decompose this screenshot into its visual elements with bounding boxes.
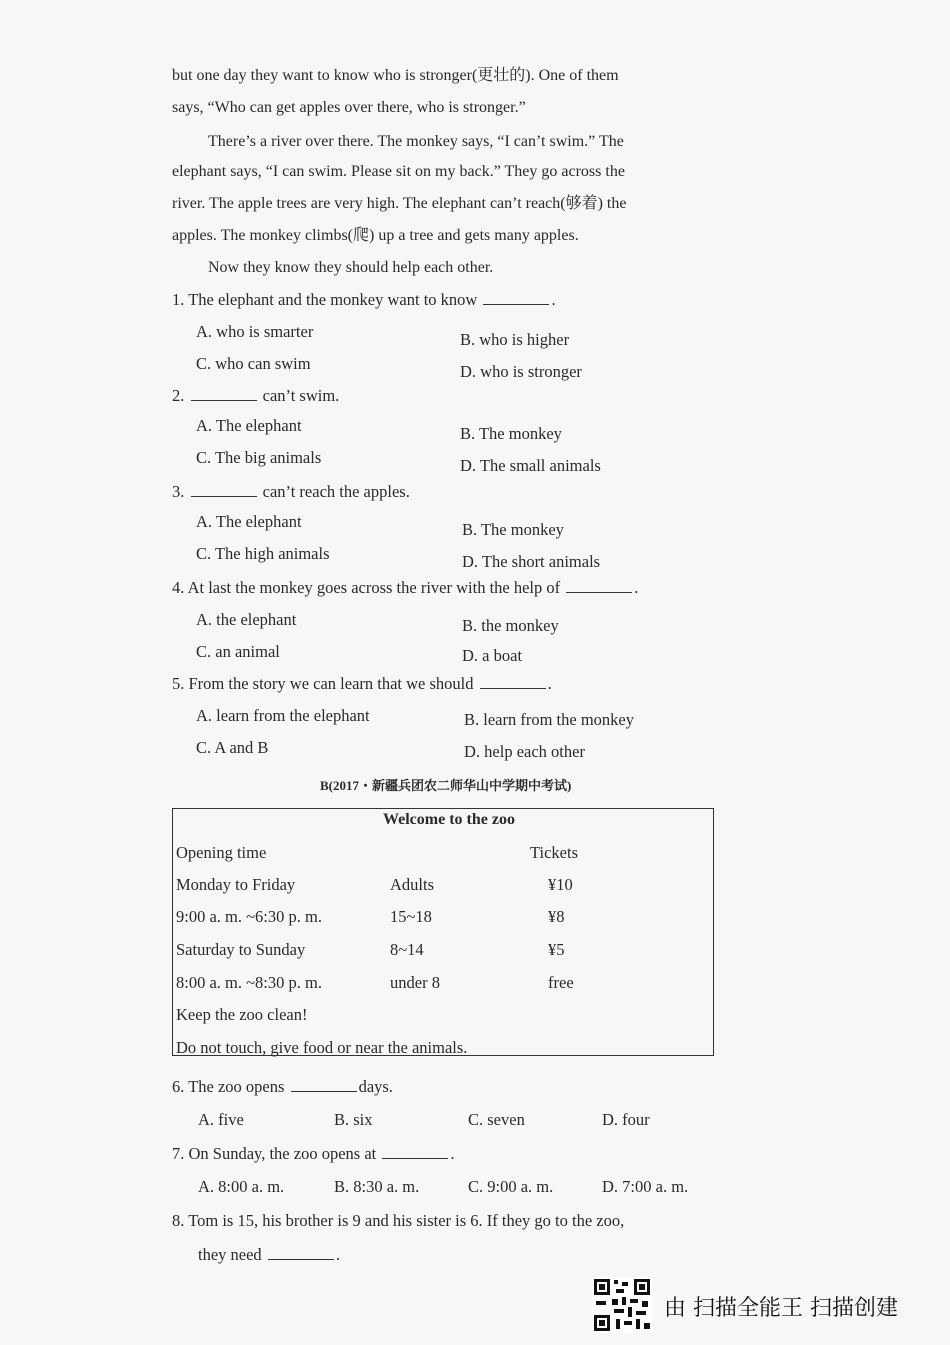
- option-c[interactable]: C. 9:00 a. m.: [468, 1177, 554, 1196]
- option-b[interactable]: B. six: [334, 1110, 373, 1129]
- question-text: can’t reach the apples.: [262, 482, 410, 501]
- answer-blank[interactable]: [382, 1144, 448, 1159]
- answer-blank[interactable]: [191, 386, 257, 401]
- option-d[interactable]: D. who is stronger: [460, 362, 582, 381]
- zoo-cell: 8~14: [390, 940, 424, 959]
- option-c[interactable]: C. an animal: [196, 642, 280, 661]
- answer-blank[interactable]: [566, 578, 632, 593]
- question-text: At last the monkey goes across the river with the help of: [187, 578, 561, 597]
- question-number: 3.: [172, 482, 185, 501]
- zoo-cell: Saturday to Sunday: [176, 940, 306, 959]
- option-d[interactable]: D. The small animals: [460, 456, 601, 475]
- question-text-end: .: [335, 1245, 340, 1264]
- zoo-note: Keep the zoo clean!: [176, 1005, 308, 1024]
- question-number: 5.: [172, 674, 185, 693]
- option-c[interactable]: C. A and B: [196, 738, 269, 757]
- question-number: 7.: [172, 1144, 185, 1163]
- question-number: 4.: [172, 578, 185, 597]
- zoo-cell: 15~18: [390, 907, 432, 926]
- answer-blank[interactable]: [483, 290, 549, 305]
- option-a[interactable]: A. five: [198, 1110, 244, 1129]
- zoo-cell: Monday to Friday: [176, 875, 296, 894]
- question-text-end: .: [450, 1144, 455, 1163]
- option-b[interactable]: B. 8:30 a. m.: [334, 1177, 420, 1196]
- passage-line: There’s a river over there. The monkey says, “I can’t swim.” The: [208, 133, 624, 150]
- option-d[interactable]: D. 7:00 a. m.: [602, 1177, 689, 1196]
- zoo-title: Welcome to the zoo: [383, 811, 515, 828]
- question-text: The elephant and the monkey want to know: [188, 290, 478, 309]
- zoo-cell: free: [548, 973, 574, 992]
- option-a[interactable]: A. The elephant: [196, 416, 302, 435]
- option-c[interactable]: C. seven: [468, 1110, 525, 1129]
- answer-blank[interactable]: [480, 674, 546, 689]
- option-a[interactable]: A. who is smarter: [196, 322, 314, 341]
- answer-blank[interactable]: [191, 482, 257, 497]
- answer-blank[interactable]: [291, 1077, 357, 1092]
- question-text-end: days.: [358, 1077, 393, 1096]
- zoo-cell: Adults: [390, 875, 435, 894]
- option-c[interactable]: C. The high animals: [196, 544, 330, 563]
- tickets-label: Tickets: [530, 843, 578, 862]
- question-text: Tom is 15, his brother is 9 and his sister is 6. If they go to the zoo,: [188, 1211, 625, 1230]
- option-a[interactable]: A. learn from the elephant: [196, 706, 370, 725]
- passage-line: Now they know they should help each other.: [208, 259, 494, 276]
- zoo-cell: ¥8: [548, 907, 565, 926]
- question-text-end: .: [547, 674, 552, 693]
- passage-line: apples. The monkey climbs(爬) up a tree and gets many apples.: [172, 227, 579, 244]
- question-text: On Sunday, the zoo opens at: [188, 1144, 377, 1163]
- zoo-cell: under 8: [390, 973, 440, 992]
- question-number: 2.: [172, 386, 185, 405]
- section-b-heading: B(2017・新疆兵团农二师华山中学期中考试): [320, 778, 572, 793]
- passage-line: river. The apple trees are very high. The elephant can’t reach(够着) the: [172, 195, 627, 212]
- question-text: The zoo opens: [188, 1077, 285, 1096]
- option-b[interactable]: B. who is higher: [460, 330, 570, 349]
- zoo-note: Do not touch, give food or near the animals.: [176, 1038, 468, 1057]
- passage-line: elephant says, “I can swim. Please sit on my back.” They go across the: [172, 163, 625, 180]
- option-d[interactable]: D. help each other: [464, 742, 585, 761]
- option-a[interactable]: A. 8:00 a. m.: [198, 1177, 285, 1196]
- option-b[interactable]: B. learn from the monkey: [464, 710, 634, 729]
- option-d[interactable]: D. a boat: [462, 646, 523, 665]
- option-b[interactable]: B. the monkey: [462, 616, 559, 635]
- question-text: can’t swim.: [262, 386, 340, 405]
- question-text: From the story we can learn that we should: [188, 674, 474, 693]
- zoo-cell: ¥5: [548, 940, 565, 959]
- question-number: 8.: [172, 1211, 185, 1230]
- answer-blank[interactable]: [268, 1245, 334, 1260]
- option-d[interactable]: D. The short animals: [462, 552, 601, 571]
- option-b[interactable]: B. The monkey: [460, 424, 562, 443]
- passage-line: but one day they want to know who is stronger(更壮的). One of them: [172, 67, 619, 84]
- question-text-end: .: [551, 290, 556, 309]
- option-d[interactable]: D. four: [602, 1110, 650, 1129]
- qr-code-icon: [592, 1277, 652, 1333]
- question-number: 1.: [172, 290, 185, 309]
- question-number: 6.: [172, 1077, 185, 1096]
- opening-time-label: Opening time: [176, 843, 267, 862]
- option-c[interactable]: C. The big animals: [196, 448, 322, 467]
- passage-line: says, “Who can get apples over there, who is stronger.”: [172, 99, 526, 116]
- question-text: they need: [198, 1245, 262, 1264]
- scanner-watermark: 由 扫描全能王 扫描创建: [664, 1296, 898, 1321]
- option-c[interactable]: C. who can swim: [196, 354, 311, 373]
- option-b[interactable]: B. The monkey: [462, 520, 564, 539]
- zoo-cell: 8:00 a. m. ~8:30 p. m.: [176, 973, 322, 992]
- zoo-cell: ¥10: [548, 875, 573, 894]
- question-text-end: .: [634, 578, 639, 597]
- zoo-cell: 9:00 a. m. ~6:30 p. m.: [176, 907, 322, 926]
- option-a[interactable]: A. the elephant: [196, 610, 297, 629]
- option-a[interactable]: A. The elephant: [196, 512, 302, 531]
